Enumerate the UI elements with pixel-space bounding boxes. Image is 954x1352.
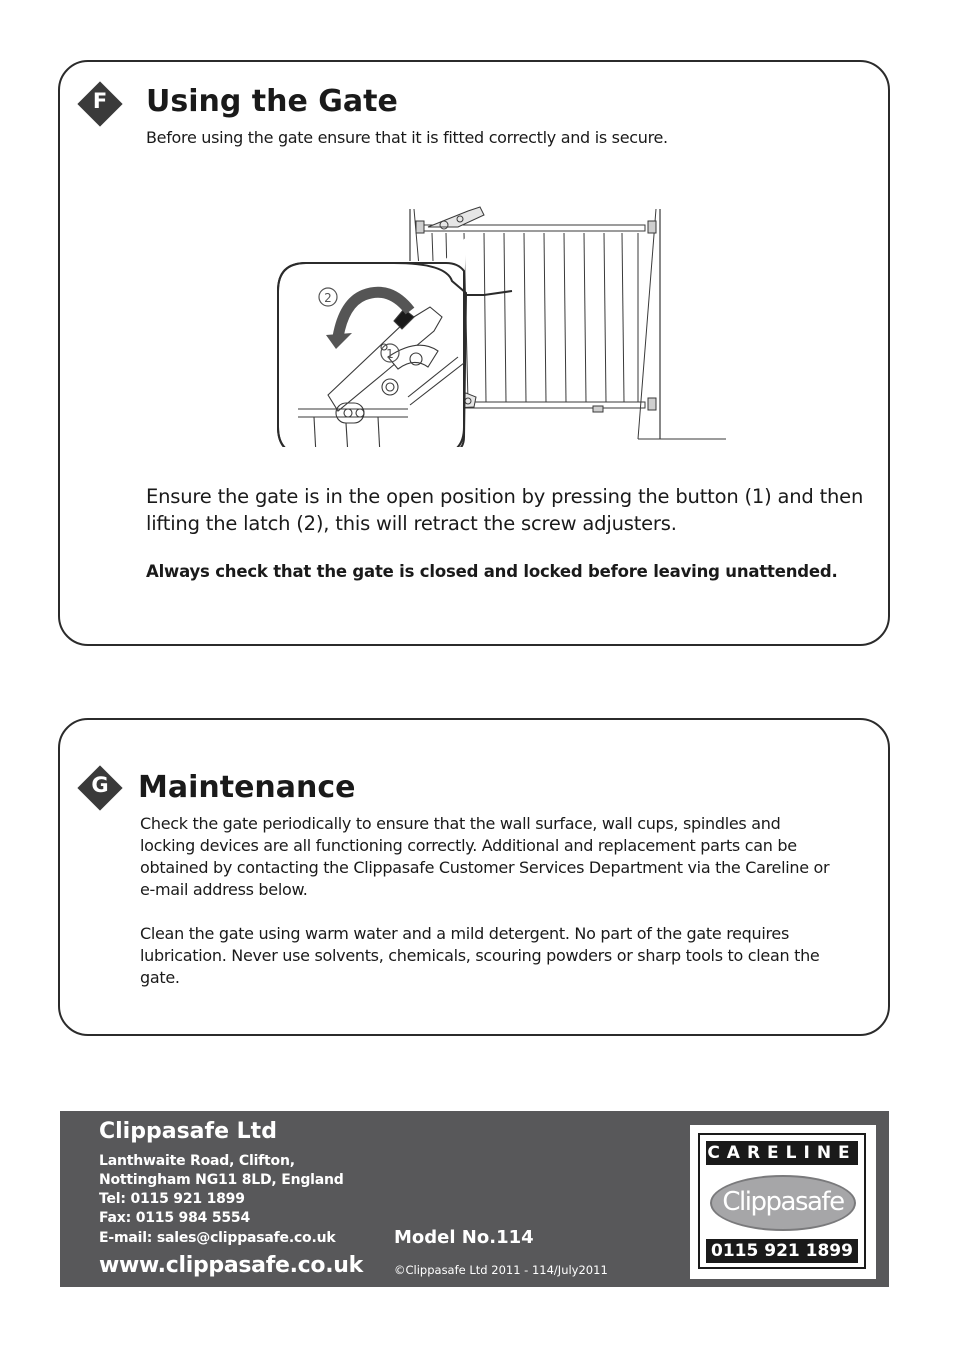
website-link[interactable]: www.clippasafe.co.uk	[99, 1253, 363, 1278]
careline-phone: 0115 921 1899	[706, 1239, 858, 1263]
fax: Fax: 0115 984 5554	[99, 1210, 250, 1226]
maintenance-paragraph-2: Clean the gate using warm water and a mild detergent. No part of the gate requires lubrication. Never use solvents, chemicals, scouring powders or sharp tools to clean the gate.	[140, 924, 820, 987]
clippasafe-logo: Clippasafe	[710, 1175, 856, 1231]
open-gate-instruction: Ensure the gate is in the open position by pressing the button (1) and then lifting the latch (2), this will retract the screw adjusters.	[146, 485, 864, 535]
maintenance-paragraph-1: Check the gate periodically to ensure that the wall surface, wall cups, spindles and locking devices are all functioning correctly. Additional and replacement parts can be obtained by contacting the Clippasafe Customer Services Department via the Careline or e-mail address below.	[140, 814, 830, 899]
step-2-label: 2	[324, 291, 332, 305]
section-f-title: Using the Gate	[146, 84, 398, 119]
email-link[interactable]: E-mail: sales@clippasafe.co.uk	[99, 1230, 336, 1246]
model-number: Model No.114	[394, 1227, 534, 1248]
careline-label: CARELINE	[707, 1143, 857, 1163]
address-line-2: Nottingham NG11 8LD, England	[99, 1172, 344, 1188]
step-1-label: 1	[386, 347, 394, 361]
company-name: Clippasafe Ltd	[99, 1119, 277, 1144]
gate-diagram	[218, 197, 738, 447]
maintenance-panel	[58, 718, 890, 1036]
address-line-1: Lanthwaite Road, Clifton,	[99, 1153, 295, 1169]
using-the-gate-panel	[58, 60, 890, 646]
section-g-title: Maintenance	[138, 770, 356, 805]
footer-contact-bar	[60, 1111, 889, 1287]
copyright: ©Clippasafe Ltd 2011 - 114/July2011	[394, 1263, 608, 1277]
careline-frame	[698, 1133, 866, 1269]
telephone: Tel: 0115 921 1899	[99, 1191, 245, 1207]
careline-logo	[690, 1125, 876, 1279]
section-g-letter: G	[91, 773, 109, 797]
section-f-letter: F	[92, 89, 108, 113]
section-f-intro: Before using the gate ensure that it is fitted correctly and is secure.	[146, 128, 668, 147]
safety-warning: Always check that the gate is closed and locked before leaving unattended.	[146, 562, 838, 581]
